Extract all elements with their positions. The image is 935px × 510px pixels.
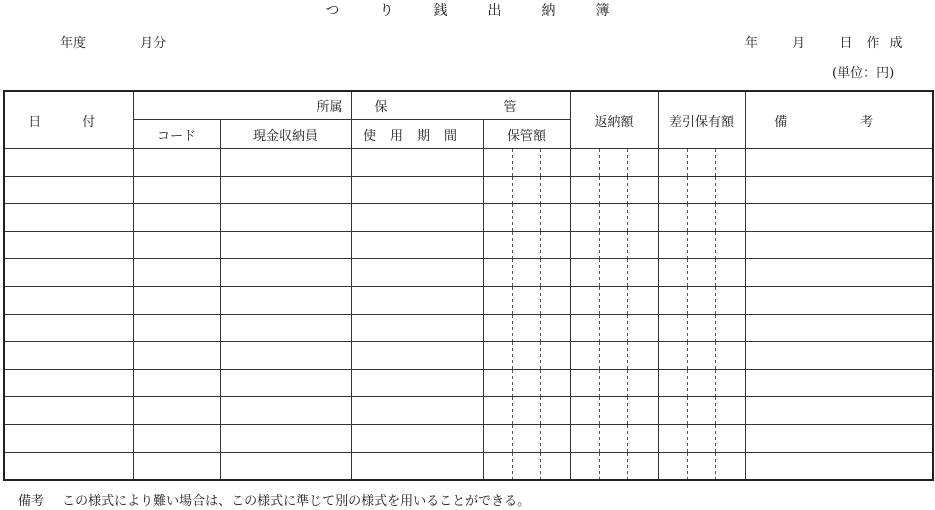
ledger-cell[interactable] <box>745 286 933 314</box>
ledger-cell[interactable] <box>658 314 745 342</box>
ledger-cell[interactable] <box>658 176 745 204</box>
ledger-cell[interactable] <box>351 286 483 314</box>
ledger-cell[interactable] <box>133 424 220 452</box>
ledger-cell[interactable] <box>745 424 933 452</box>
ledger-cell[interactable] <box>570 452 658 480</box>
ledger-row <box>4 369 933 397</box>
ledger-cell[interactable] <box>351 259 483 287</box>
header-custody-amount: 保管額 <box>483 120 570 149</box>
ledger-cell[interactable] <box>133 259 220 287</box>
ledger-cell[interactable] <box>745 204 933 232</box>
ledger-cell[interactable] <box>220 397 351 425</box>
ledger-cell[interactable] <box>4 314 133 342</box>
ledger-cell[interactable] <box>658 204 745 232</box>
ledger-cell[interactable] <box>220 286 351 314</box>
ledger-row <box>4 452 933 480</box>
ledger-cell[interactable] <box>483 452 570 480</box>
form-title: つり銭出納簿 <box>325 3 650 19</box>
ledger-cell[interactable] <box>483 424 570 452</box>
ledger-row <box>4 204 933 232</box>
ledger-cell[interactable] <box>220 369 351 397</box>
ledger-cell[interactable] <box>133 204 220 232</box>
ledger-cell[interactable] <box>745 259 933 287</box>
ledger-cell[interactable] <box>570 424 658 452</box>
ledger-cell[interactable] <box>570 286 658 314</box>
ledger-cell[interactable] <box>351 397 483 425</box>
ledger-cell[interactable] <box>220 176 351 204</box>
ledger-cell[interactable] <box>658 452 745 480</box>
ledger-cell[interactable] <box>351 314 483 342</box>
fiscal-year-label: 年度 <box>60 36 87 51</box>
created-year: 年 <box>745 36 761 51</box>
ledger-cell[interactable] <box>745 342 933 370</box>
fiscal-period <box>60 32 166 51</box>
ledger-cell[interactable] <box>483 176 570 204</box>
unit-label: (単位：円) <box>832 66 895 81</box>
ledger-cell[interactable] <box>4 259 133 287</box>
ledger-row <box>4 342 933 370</box>
ledger-cell[interactable] <box>351 231 483 259</box>
header-code: コード <box>133 120 220 149</box>
ledger-cell[interactable] <box>745 452 933 480</box>
ledger-cell[interactable] <box>133 369 220 397</box>
ledger-cell[interactable] <box>220 231 351 259</box>
ledger-row <box>4 424 933 452</box>
footnote-text: この様式により難い場合は、この様式に準じて別の様式を用いることができる。 <box>62 494 531 509</box>
month-label: 月分 <box>140 36 167 51</box>
ledger-row <box>4 176 933 204</box>
ledger-cell[interactable] <box>133 149 220 177</box>
ledger-cell[interactable] <box>570 259 658 287</box>
ledger-cell[interactable] <box>220 204 351 232</box>
ledger-cell[interactable] <box>220 259 351 287</box>
ledger-cell[interactable] <box>4 204 133 232</box>
ledger-cell[interactable] <box>351 452 483 480</box>
ledger-cell[interactable] <box>4 342 133 370</box>
footnote <box>18 490 530 509</box>
ledger-cell[interactable] <box>133 286 220 314</box>
ledger-cell[interactable] <box>483 231 570 259</box>
ledger-cell[interactable] <box>745 314 933 342</box>
header-period-of-use: 使用期間 <box>351 120 483 149</box>
ledger-cell[interactable] <box>658 231 745 259</box>
ledger-cell[interactable] <box>351 176 483 204</box>
ledger-cell[interactable] <box>351 369 483 397</box>
header-affiliation: 所属 <box>133 91 351 120</box>
ledger-cell[interactable] <box>351 204 483 232</box>
ledger-cell[interactable] <box>133 397 220 425</box>
ledger-cell[interactable] <box>570 231 658 259</box>
header-remarks: 備 考 <box>745 91 933 149</box>
ledger-cell[interactable] <box>483 149 570 177</box>
ledger-cell[interactable] <box>745 369 933 397</box>
created-suffix: 作成 <box>866 36 913 51</box>
ledger-row <box>4 397 933 425</box>
ledger-cell[interactable] <box>570 149 658 177</box>
ledger-cell[interactable] <box>4 397 133 425</box>
footnote-label: 備考 <box>18 494 45 509</box>
header-custody: 保 管 <box>351 91 570 120</box>
ledger-cell[interactable] <box>570 204 658 232</box>
ledger-cell[interactable] <box>658 342 745 370</box>
ledger-cell[interactable] <box>4 286 133 314</box>
ledger-cell[interactable] <box>483 369 570 397</box>
ledger-cell[interactable] <box>220 149 351 177</box>
ledger-cell[interactable] <box>4 424 133 452</box>
ledger-cell[interactable] <box>658 149 745 177</box>
ledger-cell[interactable] <box>658 397 745 425</box>
ledger-cell[interactable] <box>658 259 745 287</box>
ledger-row <box>4 314 933 342</box>
ledger-cell[interactable] <box>570 369 658 397</box>
header-date: 日 付 <box>4 91 133 149</box>
ledger-cell[interactable] <box>220 424 351 452</box>
header-balance: 差引保有額 <box>658 91 745 149</box>
ledger-row <box>4 286 933 314</box>
ledger-cell[interactable] <box>483 204 570 232</box>
ledger-cell[interactable] <box>745 231 933 259</box>
ledger-cell[interactable] <box>483 342 570 370</box>
ledger-cell[interactable] <box>351 424 483 452</box>
ledger-cell[interactable] <box>570 176 658 204</box>
ledger-cell[interactable] <box>658 424 745 452</box>
created-day: 日 <box>839 36 855 51</box>
ledger-cell[interactable] <box>133 452 220 480</box>
ledger-cell[interactable] <box>570 397 658 425</box>
ledger-cell[interactable] <box>745 149 933 177</box>
ledger-cell[interactable] <box>570 342 658 370</box>
ledger-cell[interactable] <box>745 397 933 425</box>
ledger-cell[interactable] <box>4 176 133 204</box>
ledger-cell[interactable] <box>483 314 570 342</box>
ledger-cell[interactable] <box>745 176 933 204</box>
ledger-cell[interactable] <box>570 314 658 342</box>
ledger-cell[interactable] <box>220 342 351 370</box>
ledger-cell[interactable] <box>351 149 483 177</box>
ledger-cell[interactable] <box>483 259 570 287</box>
ledger-table <box>3 90 934 481</box>
ledger-cell[interactable] <box>483 286 570 314</box>
ledger-cell[interactable] <box>133 342 220 370</box>
ledger-row <box>4 149 933 177</box>
ledger-cell[interactable] <box>133 176 220 204</box>
ledger-cell[interactable] <box>4 231 133 259</box>
ledger-cell[interactable] <box>133 314 220 342</box>
ledger-row <box>4 231 933 259</box>
creation-date <box>745 32 912 51</box>
ledger-row <box>4 259 933 287</box>
created-month: 月 <box>792 36 808 51</box>
ledger-cell[interactable] <box>351 342 483 370</box>
ledger-cell[interactable] <box>4 369 133 397</box>
ledger-cell[interactable] <box>658 369 745 397</box>
ledger-cell[interactable] <box>220 452 351 480</box>
ledger-cell[interactable] <box>483 397 570 425</box>
ledger-cell[interactable] <box>4 149 133 177</box>
ledger-cell[interactable] <box>133 231 220 259</box>
header-returned: 返納額 <box>570 91 658 149</box>
header-cashier: 現金収納員 <box>220 120 351 149</box>
ledger-cell[interactable] <box>220 314 351 342</box>
ledger-cell[interactable] <box>658 286 745 314</box>
ledger-cell[interactable] <box>4 452 133 480</box>
